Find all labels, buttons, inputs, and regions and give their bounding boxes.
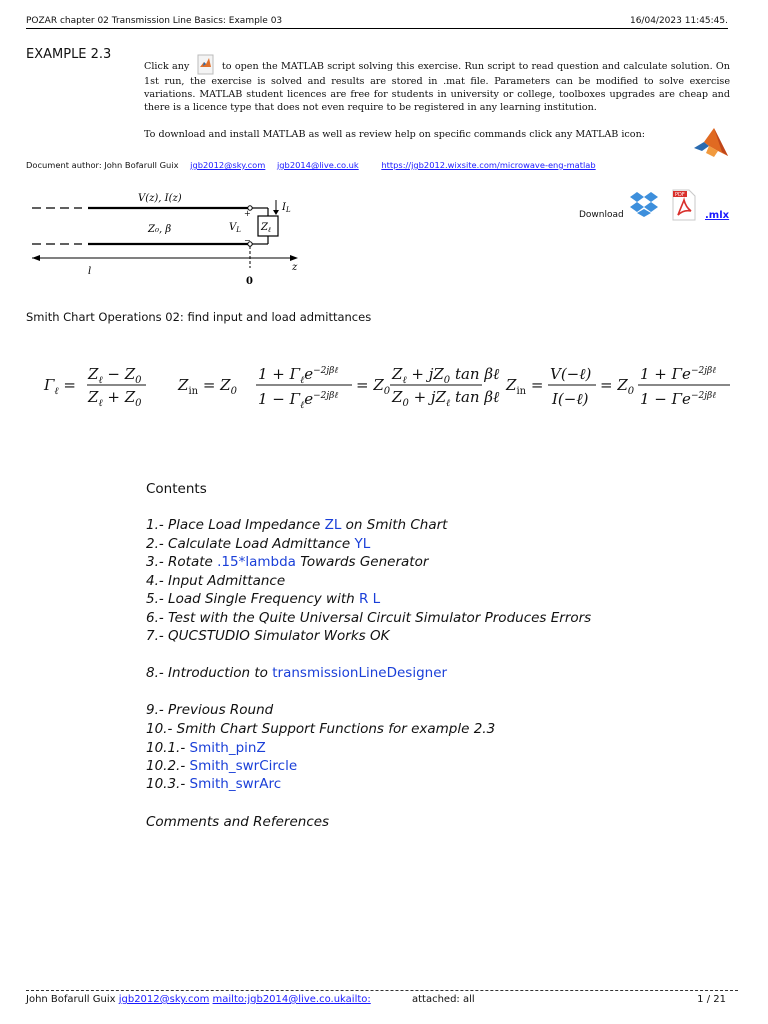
svg-text:Zℓ + Z0: $Z_\ell + Z_0$ xyxy=(88,388,142,409)
intro-paragraph xyxy=(144,53,730,114)
svg-text:1 − Γℓe−2jβℓ: $1 - \Gamma_\ell e^{-2j\beta\ell}$ xyxy=(258,390,339,411)
download-label: Download xyxy=(579,210,624,220)
zl-label: $Z_\ell$ xyxy=(261,222,271,234)
footer-ailto-link[interactable]: ailto: xyxy=(345,994,371,1005)
toc-item-10-3[interactable]: 10.3.- Smith_swrArc xyxy=(146,776,282,792)
footer-author: John Bofarull Guix xyxy=(26,994,116,1005)
intro-text: to open the MATLAB script solving this exercise. Run script to read question and calculate solution. On 1st run, the exercise is solved and results are stored in .mat file. Parameters can be modified to solve exercise variations. MATLAB student licences are free for students in university or college, toolboxes upgrades are cheap and there is a licence type that does not even require to be registered in any learning institution. xyxy=(144,61,730,113)
section-subtitle: Smith Chart Operations 02: find input and load admittances xyxy=(26,310,372,324)
footer-attached: attached: all xyxy=(412,994,475,1005)
page-number: 1 / 21 xyxy=(697,994,726,1005)
zero-label: 0 xyxy=(246,276,253,287)
author-email-1-link[interactable]: jgb2012@sky.com xyxy=(190,160,266,170)
toc-item-10-2[interactable]: 10.2.- Smith_swrCircle xyxy=(146,758,298,774)
toc-item-2[interactable]: 2.- Calculate Load Admittance YL xyxy=(146,536,371,552)
equations xyxy=(40,360,740,420)
z-axis-label: z xyxy=(292,262,298,273)
author-label: Document author: John Bofarull Guix xyxy=(26,160,179,170)
toc-item-5[interactable]: 5.- Load Single Frequency with R L xyxy=(146,591,381,607)
toc-item-8[interactable]: 8.- Introduction to transmissionLineDesigner xyxy=(146,665,448,681)
svg-text:1 + Γℓe−2jβℓ: $1 + \Gamma_\ell e^{-2j\beta\ell}$ xyxy=(258,365,339,386)
l-axis-label: l xyxy=(88,266,92,277)
click-any-text: Click any xyxy=(144,61,190,72)
toc-item-10-1[interactable]: 10.1.- Smith_pinZ xyxy=(146,740,266,756)
matlab-file-icon[interactable] xyxy=(195,53,217,75)
toc-item-4[interactable]: 4.- Input Admittance xyxy=(146,573,286,589)
footer-email-link[interactable]: jgb2012@sky.com xyxy=(118,994,210,1005)
toc-item-9[interactable]: 9.- Previous Round xyxy=(146,702,274,718)
svg-text:Zℓ − Z0: $Z_\ell - Z_0$ xyxy=(88,365,142,386)
dropbox-icon[interactable] xyxy=(628,190,660,218)
author-line xyxy=(26,160,596,170)
toc-item-3[interactable]: 3.- Rotate .15*lambda Towards Generator xyxy=(146,554,429,570)
z0-beta-label: Z₀, β xyxy=(148,224,172,235)
svg-text:PDF: PDF xyxy=(675,192,685,198)
svg-text:Zin = Z0: $Z_{in} = Z_0$ xyxy=(178,376,237,397)
toc-item-1[interactable]: 1.- Place Load Impedance ZL on Smith Chart xyxy=(146,517,448,533)
toc-item-comments[interactable]: Comments and References xyxy=(146,814,330,830)
svg-text:1 + Γe−2jβℓ: $1 + \Gamma e^{-2j\beta\ell}$ xyxy=(640,365,716,383)
vl-label: $V_L$ xyxy=(229,222,241,234)
svg-text:= Z0: = $Z_0$ xyxy=(600,376,635,397)
author-website-link[interactable]: https://jgb2012.wixsite.com/microwave-eng-matlab xyxy=(381,160,596,170)
mlx-download-link[interactable]: .mlx xyxy=(705,210,730,221)
footer-left xyxy=(26,994,371,1005)
pdf-icon[interactable] xyxy=(671,189,697,221)
svg-text:= Z0: = $Z_0$ xyxy=(356,376,391,397)
plus-sign: + xyxy=(244,209,251,218)
header-timestamp: 16/04/2023 11:45:45. xyxy=(629,16,728,26)
matlab-logo-icon[interactable] xyxy=(692,126,730,160)
voltage-current-label: V(z), I(z) xyxy=(138,193,182,204)
svg-text:1 − Γe−2jβℓ: $1 - \Gamma e^{-2j\beta\ell}$ xyxy=(640,390,716,408)
svg-text:Zℓ + jZ0 tan βℓ: $Z_\ell + jZ_0$ tan βℓ xyxy=(392,365,500,386)
svg-text:V(−ℓ): V(−ℓ) xyxy=(550,365,592,383)
footer-divider xyxy=(26,990,738,991)
example-title: EXAMPLE 2.3 xyxy=(26,47,112,62)
svg-text:Z0 + jZℓ tan βℓ: $Z_0 + jZ_\ell$ tan βℓ xyxy=(392,388,500,409)
page-header xyxy=(26,16,728,29)
toc-item-10[interactable]: 10.- Smith Chart Support Functions for example 2.3 xyxy=(146,721,496,737)
footer-mailto-link[interactable]: mailto:jgb2014@live.co.uk xyxy=(212,994,346,1005)
download-instructions: To download and install MATLAB as well as review help on specific commands click any MATLAB icon: xyxy=(144,129,645,140)
svg-text:Γℓ =: $\Gamma_\ell$ = xyxy=(44,376,76,397)
transmission-line-diagram xyxy=(30,188,310,288)
toc-item-7[interactable]: 7.- QUCSTUDIO Simulator Works OK xyxy=(146,628,390,644)
author-email-2-link[interactable]: jgb2014@live.co.uk xyxy=(276,160,359,170)
contents-heading: Contents xyxy=(146,481,207,497)
header-doc-title: POZAR chapter 02 Transmission Line Basics: Example 03 xyxy=(26,16,283,26)
toc-item-6[interactable]: 6.- Test with the Quite Universal Circuit Simulator Produces Errors xyxy=(146,610,592,626)
svg-text:Zin =: $Z_{in}$ = xyxy=(506,376,544,397)
il-label: $I_L$ xyxy=(282,202,291,214)
minus-sign: − xyxy=(244,236,251,245)
svg-text:I(−ℓ): I(−ℓ) xyxy=(552,390,589,408)
